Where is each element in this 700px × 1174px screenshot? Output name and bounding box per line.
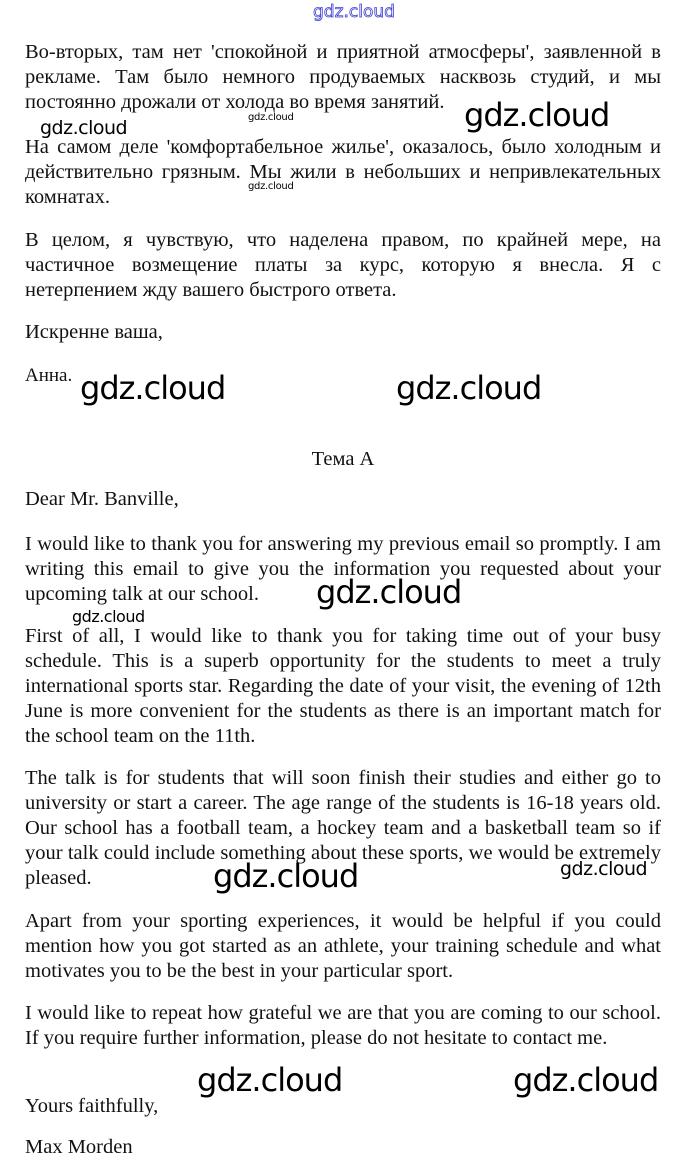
russian-paragraph-1: Во-вторых, там нет 'спокойной и приятной атмосферы', заявленной в рекламе. Там было немного продуваемых насквозь студий, и мы постоянно дрожали от холода во время занятий. xyxy=(25,41,661,113)
watermark: gdz.cloud xyxy=(316,573,462,611)
english-paragraph-3: The talk is for students that will soon finish their studies and either go to university or start a career. The age range of the students is 16-18 years old. Our school has a football team, a hockey team and a basketball team so if your talk could include something about these sports, we would be extremely pleased. xyxy=(25,767,661,889)
watermark: gdz.cloud xyxy=(513,1061,659,1099)
watermark: gdz.cloud xyxy=(80,369,226,407)
watermark: gdz.cloud xyxy=(72,607,145,626)
topic-heading: Тема А xyxy=(311,448,375,470)
english-paragraph-4: Apart from your sporting experiences, it would be helpful if you could mention how you got started as an athlete, your training schedule and what motivates you to be the best in your particular sport. xyxy=(25,910,661,982)
watermark: gdz.cloud xyxy=(40,117,128,139)
russian-paragraph-2: На самом деле 'комфортабельное жилье', оказалось, было холодным и действительно грязным. Мы жили в небольших и непривлекательных комнатах. xyxy=(25,136,661,208)
english-paragraph-2: First of all, I would like to thank you for taking time out of your busy schedule. This is a superb opportunity for the students to meet a truly international sports star. Regarding the date of your visit, the evening of 12th June is more convenient for the students as there is an important match for the school team on the 11th. xyxy=(25,625,661,747)
watermark: gdz.cloud xyxy=(248,181,294,192)
russian-paragraph-3: В целом, я чувствую, что наделена правом, по крайней мере, на частичное возмещение платы за курс, которую я внесла. Я с нетерпением жду вашего быстрого ответа. xyxy=(25,229,661,301)
watermark: gdz.cloud xyxy=(560,858,648,880)
english-signature: Max Morden xyxy=(25,1136,133,1158)
watermark: gdz.cloud xyxy=(464,96,610,134)
english-closing: Yours faithfully, xyxy=(25,1095,159,1117)
watermark: gdz.cloud xyxy=(197,1061,343,1099)
english-paragraph-5: I would like to repeat how grateful we are that you are coming to our school. If you require further information, please do not hesitate to contact me. xyxy=(25,1002,661,1049)
watermark: gdz.cloud xyxy=(248,112,294,123)
russian-closing: Искренне ваша, xyxy=(25,321,163,343)
watermark: gdz.cloud xyxy=(396,369,542,407)
watermark-header: gdz.cloud xyxy=(313,2,395,22)
english-greeting: Dear Mr. Banville, xyxy=(25,488,179,510)
watermark: gdz.cloud xyxy=(213,857,359,895)
russian-signature: Анна. xyxy=(25,365,73,386)
english-paragraph-1: I would like to thank you for answering my previous email so promptly. I am writing this email to give you the information you requested about your upcoming talk at our school. xyxy=(25,533,661,605)
